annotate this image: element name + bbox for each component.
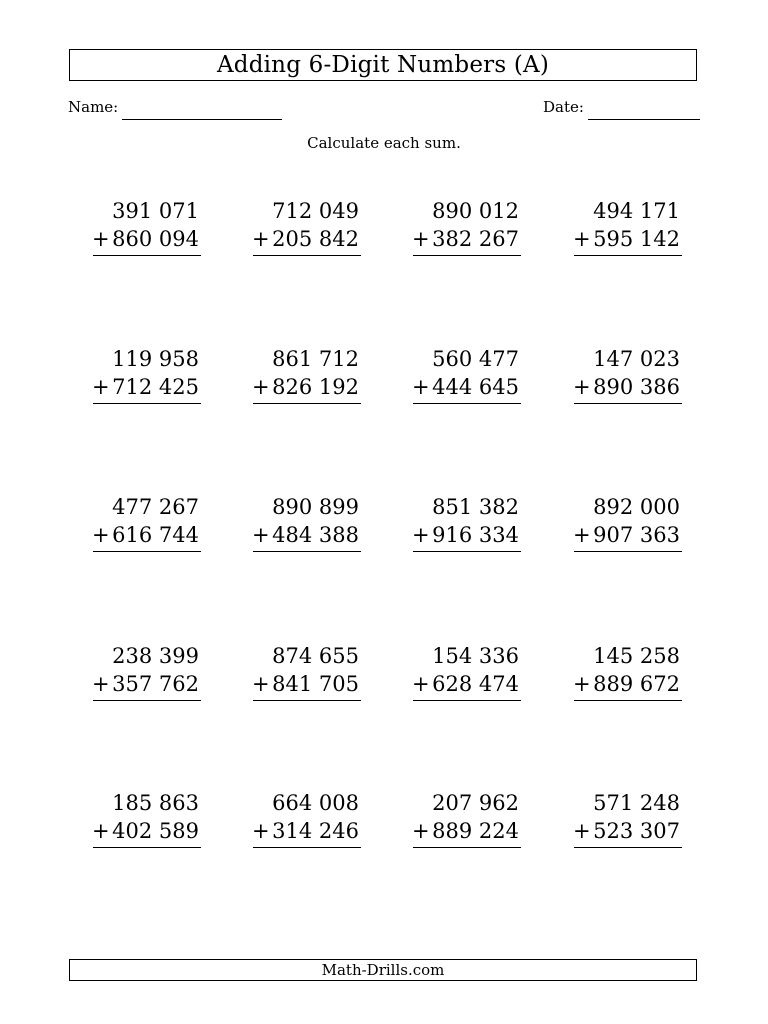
addition-problem [249, 643, 361, 705]
worksheet-title: Adding 6-Digit Numbers (A) [69, 49, 697, 81]
addend-top: 185 863 [112, 791, 199, 815]
addend-top: 238 399 [112, 644, 199, 668]
sum-line [413, 255, 521, 256]
sum-line [413, 551, 521, 552]
plus-sign: + [573, 227, 591, 251]
footer-credit: Math-Drills.com [69, 959, 697, 981]
addend-top: 892 000 [593, 495, 680, 519]
addend-bottom: 205 842 [272, 227, 359, 251]
sum-line [93, 551, 201, 552]
sum-line [253, 551, 361, 552]
addend-top: 874 655 [272, 644, 359, 668]
plus-sign: + [412, 672, 430, 696]
addition-problem [409, 346, 521, 408]
sum-line [253, 255, 361, 256]
addend-top: 890 012 [432, 199, 519, 223]
addend-bottom: 402 589 [112, 819, 199, 843]
addend-bottom: 890 386 [593, 375, 680, 399]
instructions-text: Calculate each sum. [307, 134, 461, 152]
plus-sign: + [252, 523, 270, 547]
addend-bottom: 444 645 [432, 375, 519, 399]
sum-line [574, 700, 682, 701]
plus-sign: + [252, 672, 270, 696]
addition-problem [409, 198, 521, 260]
sum-line [574, 403, 682, 404]
addend-bottom: 889 224 [432, 819, 519, 843]
addend-bottom: 357 762 [112, 672, 199, 696]
plus-sign: + [412, 227, 430, 251]
addition-problem [249, 790, 361, 852]
addition-problem [570, 198, 682, 260]
name-label: Name: [68, 98, 119, 116]
addend-bottom: 314 246 [272, 819, 359, 843]
plus-sign: + [573, 375, 591, 399]
sum-line [253, 700, 361, 701]
addend-top: 145 258 [593, 644, 680, 668]
addend-bottom: 382 267 [432, 227, 519, 251]
addition-problem [570, 643, 682, 705]
addend-bottom: 841 705 [272, 672, 359, 696]
sum-line [574, 847, 682, 848]
sum-line [93, 403, 201, 404]
sum-line [93, 847, 201, 848]
plus-sign: + [252, 375, 270, 399]
addition-problem [89, 346, 201, 408]
addend-bottom: 860 094 [112, 227, 199, 251]
addend-bottom: 826 192 [272, 375, 359, 399]
sum-line [253, 847, 361, 848]
addend-bottom: 916 334 [432, 523, 519, 547]
sum-line [93, 700, 201, 701]
sum-line [574, 551, 682, 552]
addend-top: 712 049 [272, 199, 359, 223]
plus-sign: + [573, 819, 591, 843]
addition-problem [89, 790, 201, 852]
addend-bottom: 595 142 [593, 227, 680, 251]
addend-top: 571 248 [593, 791, 680, 815]
date-label: Date: [543, 98, 584, 116]
addend-top: 851 382 [432, 495, 519, 519]
addend-top: 391 071 [112, 199, 199, 223]
addend-top: 890 899 [272, 495, 359, 519]
addend-top: 494 171 [593, 199, 680, 223]
plus-sign: + [252, 819, 270, 843]
addition-problem [570, 494, 682, 556]
plus-sign: + [573, 523, 591, 547]
plus-sign: + [92, 227, 110, 251]
plus-sign: + [412, 819, 430, 843]
addend-bottom: 889 672 [593, 672, 680, 696]
addend-top: 154 336 [432, 644, 519, 668]
sum-line [253, 403, 361, 404]
addition-problem [249, 494, 361, 556]
plus-sign: + [573, 672, 591, 696]
addition-problem [409, 494, 521, 556]
addend-top: 664 008 [272, 791, 359, 815]
sum-line [413, 403, 521, 404]
sum-line [413, 700, 521, 701]
addend-bottom: 616 744 [112, 523, 199, 547]
addition-problem [89, 643, 201, 705]
addition-problem [89, 494, 201, 556]
addend-top: 147 023 [593, 347, 680, 371]
addend-top: 207 962 [432, 791, 519, 815]
addend-top: 560 477 [432, 347, 519, 371]
sum-line [574, 255, 682, 256]
addition-problem [249, 198, 361, 260]
plus-sign: + [412, 523, 430, 547]
addend-top: 477 267 [112, 495, 199, 519]
plus-sign: + [92, 819, 110, 843]
plus-sign: + [92, 523, 110, 547]
plus-sign: + [252, 227, 270, 251]
addition-problem [409, 643, 521, 705]
plus-sign: + [412, 375, 430, 399]
addend-bottom: 523 307 [593, 819, 680, 843]
addition-problem [89, 198, 201, 260]
sum-line [93, 255, 201, 256]
sum-line [413, 847, 521, 848]
addition-problem [570, 790, 682, 852]
addend-bottom: 484 388 [272, 523, 359, 547]
addend-top: 861 712 [272, 347, 359, 371]
addition-problem [570, 346, 682, 408]
plus-sign: + [92, 672, 110, 696]
addend-bottom: 712 425 [112, 375, 199, 399]
addend-top: 119 958 [112, 347, 199, 371]
addition-problem [249, 346, 361, 408]
addition-problem [409, 790, 521, 852]
plus-sign: + [92, 375, 110, 399]
addend-bottom: 628 474 [432, 672, 519, 696]
addend-bottom: 907 363 [593, 523, 680, 547]
